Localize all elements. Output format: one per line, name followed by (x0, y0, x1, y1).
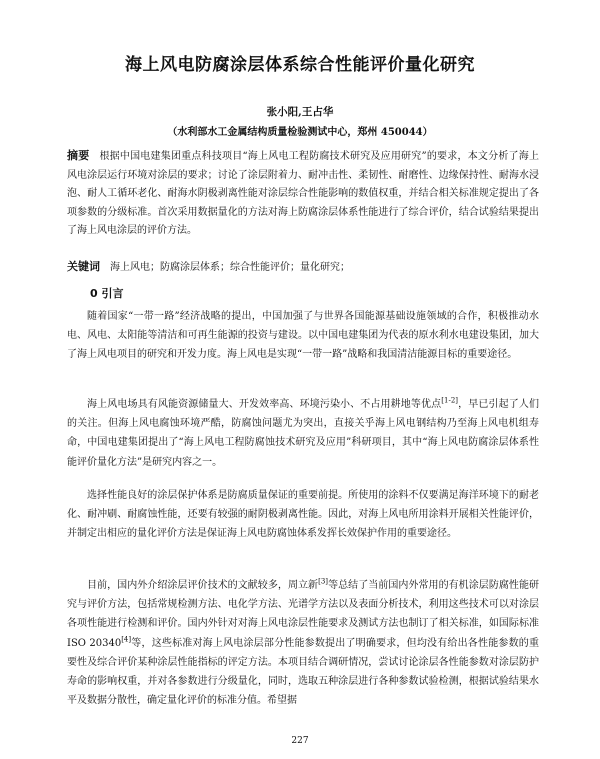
paragraph-2-text-b: ，早已引起了人们的关注。但海上风电腐蚀环境严酷，防腐蚀问题尤为突出，直接关乎海上风电钢结构乃至海上风电机组寿命，中国电建集团提出了“海上风电工程防腐蚀技术研究及应用”科研项目，其中“海上风电防腐涂层体系性能评价量化方法”是研究内容之一。 (67, 399, 540, 468)
body-paragraph-3: 选择性能良好的涂层保护体系是防腐质量保证的重要前提。所使用的涂料不仅要满足海洋环境下的耐老化、耐冲刷、耐腐蚀性能，还要有较强的耐阴极剥离性能。因此，对海上风电所用涂料开展相关性能评价，并制定出相应的量化评价方法是保证海上风电防腐蚀体系发挥长效保护作用的重要途径。 (67, 490, 539, 540)
keywords-text: 海上风电；防腐涂层体系；综合性能评价；量化研究； (110, 262, 350, 273)
keywords-label: 关键词 (67, 260, 100, 273)
paragraph-2-text-a: 海上风电场具有风能资源储量大、开发效率高、环境污染小、不占用耕地等优点 (87, 399, 442, 410)
citation-1-2: [1-2] (441, 396, 459, 405)
paragraph-4-text-a: 目前，国内外介绍涂层评价技术的文献较多，周立新 (87, 580, 319, 591)
abstract-label: 摘要 (67, 149, 90, 162)
abstract-text: 根据中国电建集团重点科技项目“海上风电工程防腐技术研究及应用研究”的要求，本文分析了海上风电涂层运行环境对涂层的要求；讨论了涂层附着力、耐冲击性、柔韧性、耐磨性、边缘保持性、耐海水浸泡、耐人工循环老化、耐海水阴极剥离性能对涂层综合性能影响的数值权重，并结合相关标准规定提出了各项参数的分级标准。首次采用数据量化的方法对海上防腐涂层体系性能进行了综合评价，结合试验结果提出了海上风电涂层的评价方法。 (67, 151, 539, 237)
paper-title: 海上风电防腐涂层体系综合性能评价量化研究 (125, 55, 475, 75)
paragraph-4-text-c: 等，这些标准对海上风电涂层部分性能参数提出了明确要求，但均没有给出各性能参数的重要性及综合评价某种涂层性能指标的评定方法。本项目结合调研情况，尝试讨论涂层各性能参数对涂层防护寿命的影响权重，并对各参数进行分级量化，同时，选取五种涂层进行各种参数试验检测，根据试验结果水平及数据分散性，确定量化评价的标准分值。希望据 (67, 637, 539, 707)
body-paragraph-1: 随着国家“一带一路”经济战略的提出，中国加强了与世界各国能源基础设施领域的合作，积极推动水电、风电、太阳能等清洁和可再生能源的投资与建设。以中国电建集团为代表的原水利水电建设集团，加大了海上风电项目的研究和开发力度。海上风电是实现“一带一路”战略和我国清洁能源目标的重要途径。 (67, 311, 539, 361)
page-number: 227 (291, 736, 309, 746)
body-paragraph-4 (67, 576, 539, 710)
body-paragraph-2 (67, 395, 539, 472)
citation-3: [3] (318, 577, 329, 586)
author-names: 张小阳,王占华 (266, 106, 334, 118)
abstract (67, 147, 539, 241)
section-heading-introduction: 0 引言 (90, 287, 124, 300)
paragraph-4-text-b: 等总结了当前国内外常用的有机涂层防腐性能研究与评价方法，包括常规检测方法、电化学方法、光谱学方法以及表面分析技术，利用这些技术可以对涂层各项性能进行检测和评价。国内外针对对海上风电涂层性能要求及测试方法也制订了相关标准，如国际标准 ISO 20340 (67, 580, 540, 649)
author-affiliation: （水利部水工金属结构质量检验测试中心，郑州 450044） (167, 127, 433, 138)
citation-4: [4] (121, 635, 132, 644)
keywords (67, 258, 539, 277)
